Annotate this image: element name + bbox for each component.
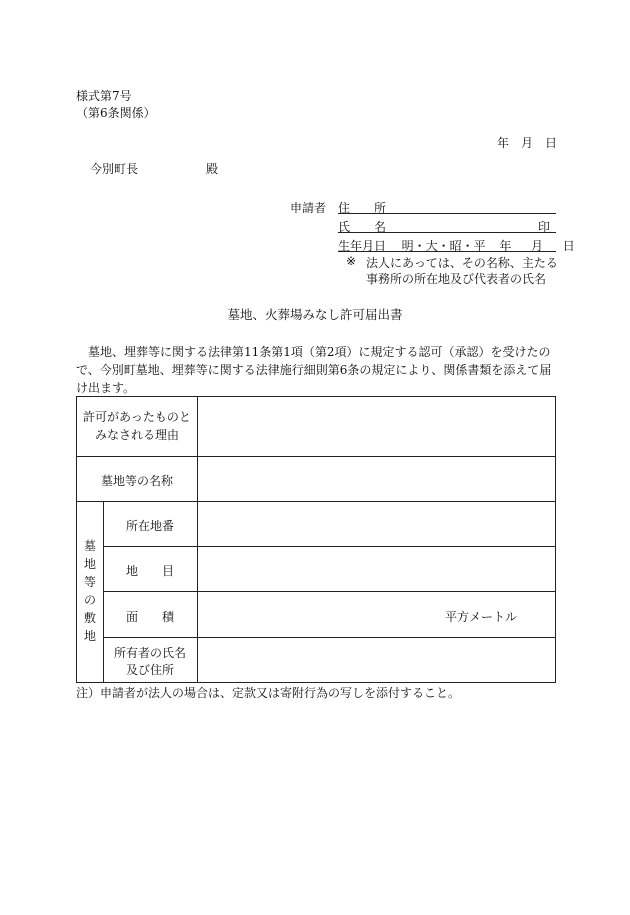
area-label: 面 積 bbox=[125, 610, 174, 624]
reason-label-line2: みなされる理由 bbox=[94, 428, 179, 442]
site-label-char: 地 bbox=[83, 629, 96, 643]
reason-label-line1: 許可があったものと bbox=[83, 410, 191, 424]
name-underline bbox=[338, 232, 556, 233]
birth-month: 月 bbox=[531, 239, 544, 253]
applicant-label: 申請者 bbox=[290, 201, 327, 215]
date-day: 日 bbox=[545, 136, 558, 150]
note-text-line2: 事務所の所在地及び代表者の氏名 bbox=[366, 272, 547, 286]
note-text-line1: 法人にあっては、その名称、主たる bbox=[366, 256, 558, 270]
row-divider bbox=[103, 637, 555, 638]
row-divider bbox=[103, 591, 555, 592]
site-label-char: 敷 bbox=[83, 611, 96, 625]
site-label-char: の bbox=[83, 593, 96, 607]
footnote: 注）申請者が法人の場合は、定款又は寄附行為の写しを添付すること。 bbox=[76, 686, 461, 700]
address-label: 住 所 bbox=[338, 201, 387, 215]
land-category-label: 地 目 bbox=[125, 564, 174, 578]
date-month: 月 bbox=[521, 136, 534, 150]
form-clause: （第6条関係） bbox=[76, 106, 156, 120]
honorific: 殿 bbox=[206, 162, 219, 176]
date-line bbox=[497, 134, 557, 151]
column-divider bbox=[197, 397, 198, 682]
seal-mark: 印 bbox=[537, 220, 550, 234]
cemetery-name-label: 墓地等の名称 bbox=[100, 474, 173, 488]
site-label-char: 地 bbox=[83, 557, 96, 571]
site-label bbox=[77, 537, 103, 645]
site-label-char: 墓 bbox=[83, 539, 96, 553]
address-underline bbox=[338, 213, 556, 214]
row-divider bbox=[77, 456, 555, 457]
document-title: 墓地、火葬場みなし許可届出書 bbox=[227, 307, 403, 322]
area-unit: 平方メートル bbox=[445, 610, 518, 624]
birth-year: 年 bbox=[499, 239, 512, 253]
birth-underline bbox=[338, 251, 556, 252]
body-text: 墓地、埋葬等に関する法律第11条第1項（第2項）に規定する認可（承認）を受けたので、今別町墓地、埋葬等に関する法律施行細則第6条の規定により、関係書類を添えて届け出ます。 bbox=[76, 345, 552, 395]
date-year: 年 bbox=[497, 136, 510, 150]
note-mark: ※ bbox=[346, 254, 357, 268]
lot-number-label: 所在地番 bbox=[125, 519, 174, 533]
birth-label: 生年月日 bbox=[338, 239, 387, 253]
name-label: 氏 名 bbox=[338, 220, 387, 234]
birth-day: 日 bbox=[562, 239, 575, 253]
addressee: 今別町長 bbox=[90, 162, 139, 176]
site-label-char: 等 bbox=[83, 575, 96, 589]
row-divider bbox=[77, 501, 555, 502]
form-number: 様式第7号 bbox=[76, 89, 132, 103]
main-table bbox=[76, 396, 556, 683]
owner-label-line2: 及び住所 bbox=[125, 663, 174, 677]
birth-eras: 明・大・昭・平 bbox=[401, 239, 486, 253]
owner-label-line1: 所有者の氏名 bbox=[113, 646, 186, 660]
row-divider bbox=[103, 546, 555, 547]
